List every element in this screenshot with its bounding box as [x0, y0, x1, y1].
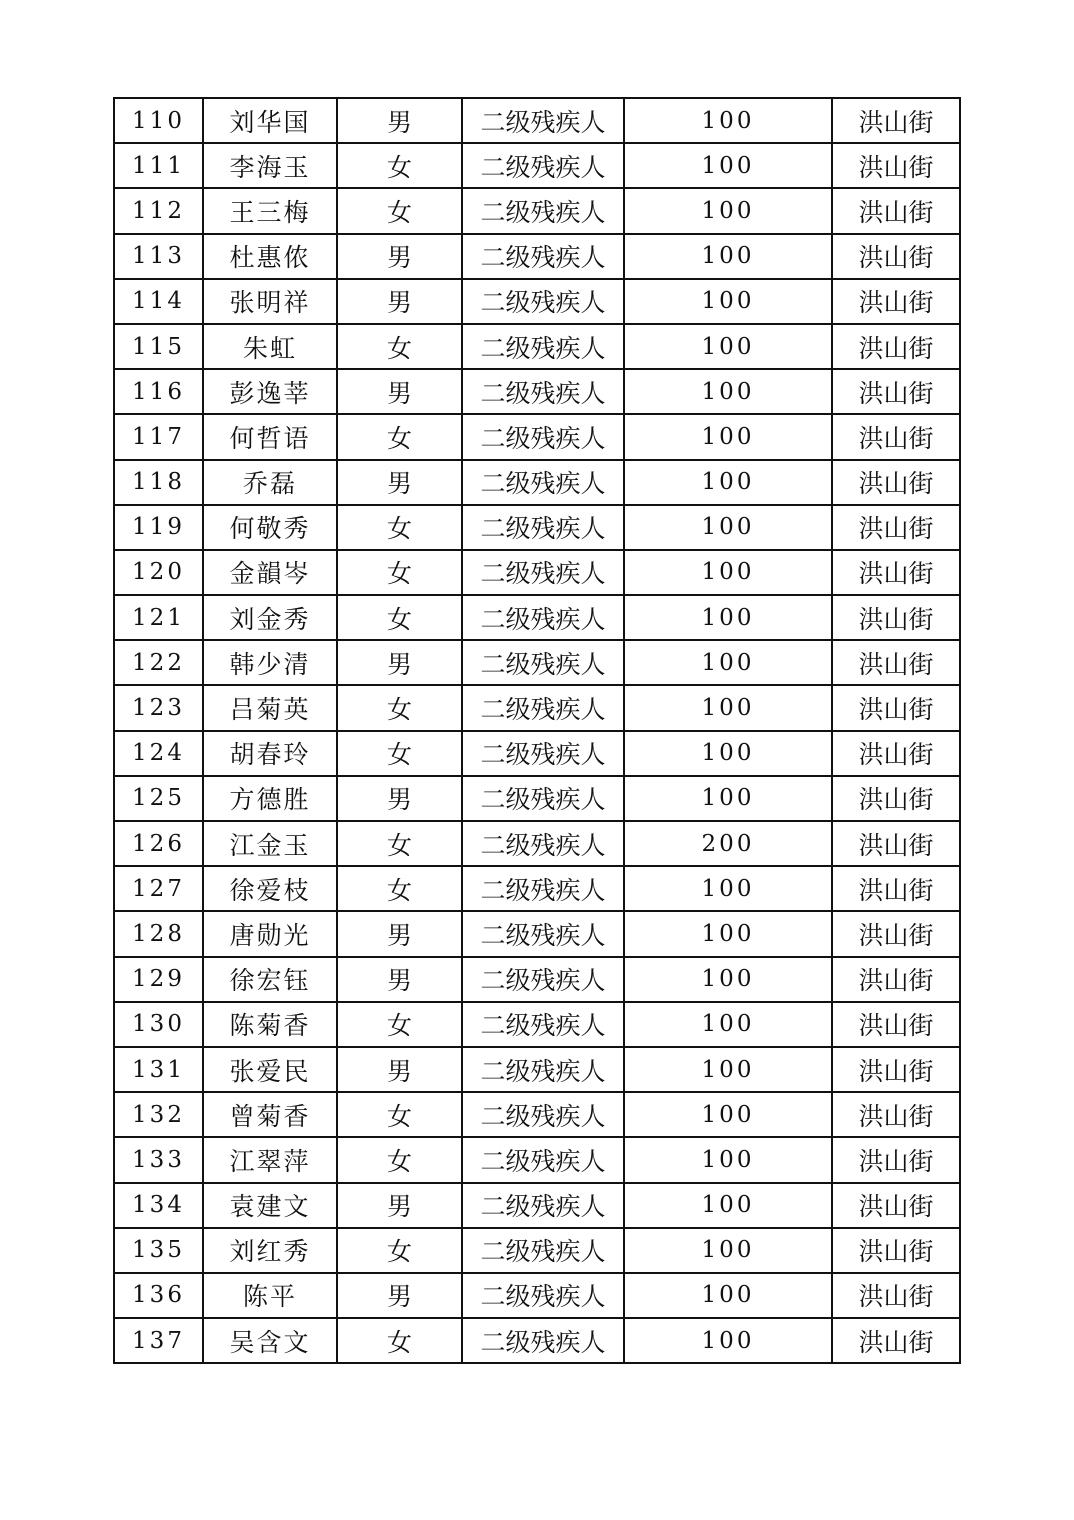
amount: 100 [624, 731, 832, 776]
disability-grade: 二级残疾人 [462, 640, 624, 685]
person-name: 何敬秀 [203, 505, 337, 550]
row-number: 117 [114, 414, 203, 459]
row-number: 127 [114, 866, 203, 911]
table-row [114, 143, 960, 188]
table-row [114, 188, 960, 233]
person-name: 彭逸莘 [203, 369, 337, 414]
street: 洪山街 [832, 279, 960, 324]
gender: 女 [337, 685, 462, 730]
row-number: 111 [114, 143, 203, 188]
row-number: 136 [114, 1273, 203, 1318]
amount: 100 [624, 685, 832, 730]
amount: 100 [624, 1183, 832, 1228]
table-row [114, 957, 960, 1002]
table-row [114, 550, 960, 595]
disability-grade: 二级残疾人 [462, 1228, 624, 1273]
person-name: 方德胜 [203, 776, 337, 821]
person-name: 韩少清 [203, 640, 337, 685]
amount: 100 [624, 550, 832, 595]
amount: 100 [624, 1047, 832, 1092]
disability-grade: 二级残疾人 [462, 685, 624, 730]
amount: 100 [624, 776, 832, 821]
gender: 女 [337, 731, 462, 776]
amount: 100 [624, 324, 832, 369]
gender: 男 [337, 369, 462, 414]
person-name: 王三梅 [203, 188, 337, 233]
disability-grade: 二级残疾人 [462, 1137, 624, 1182]
gender: 男 [337, 1047, 462, 1092]
disability-grade: 二级残疾人 [462, 957, 624, 1002]
amount: 100 [624, 1318, 832, 1363]
disability-grade: 二级残疾人 [462, 143, 624, 188]
amount: 100 [624, 279, 832, 324]
row-number: 119 [114, 505, 203, 550]
gender: 女 [337, 1002, 462, 1047]
row-number: 120 [114, 550, 203, 595]
street: 洪山街 [832, 1228, 960, 1273]
person-name: 吴含文 [203, 1318, 337, 1363]
gender: 女 [337, 550, 462, 595]
table-row [114, 776, 960, 821]
amount: 100 [624, 1273, 832, 1318]
row-number: 128 [114, 911, 203, 956]
table-row [114, 1047, 960, 1092]
street: 洪山街 [832, 1318, 960, 1363]
gender: 女 [337, 866, 462, 911]
gender: 女 [337, 1092, 462, 1137]
disability-grade: 二级残疾人 [462, 505, 624, 550]
table-row [114, 911, 960, 956]
disability-grade: 二级残疾人 [462, 731, 624, 776]
person-name: 何哲语 [203, 414, 337, 459]
person-name: 杜惠侬 [203, 234, 337, 279]
street: 洪山街 [832, 595, 960, 640]
table-row [114, 1137, 960, 1182]
disability-grade: 二级残疾人 [462, 911, 624, 956]
street: 洪山街 [832, 911, 960, 956]
table-row [114, 821, 960, 866]
row-number: 131 [114, 1047, 203, 1092]
person-name: 唐勋光 [203, 911, 337, 956]
street: 洪山街 [832, 505, 960, 550]
person-name: 江金玉 [203, 821, 337, 866]
disability-grade: 二级残疾人 [462, 1047, 624, 1092]
table-row [114, 234, 960, 279]
person-name: 胡春玲 [203, 731, 337, 776]
gender: 男 [337, 234, 462, 279]
amount: 100 [624, 1092, 832, 1137]
disability-grade: 二级残疾人 [462, 460, 624, 505]
person-name: 袁建文 [203, 1183, 337, 1228]
roster-table [113, 97, 961, 1364]
street: 洪山街 [832, 460, 960, 505]
table-row [114, 1318, 960, 1363]
disability-grade: 二级残疾人 [462, 188, 624, 233]
gender: 男 [337, 1183, 462, 1228]
amount: 100 [624, 369, 832, 414]
person-name: 江翠萍 [203, 1137, 337, 1182]
person-name: 金韻岑 [203, 550, 337, 595]
table-row [114, 1183, 960, 1228]
gender: 女 [337, 143, 462, 188]
table-row [114, 279, 960, 324]
disability-grade: 二级残疾人 [462, 98, 624, 143]
amount: 100 [624, 414, 832, 459]
row-number: 114 [114, 279, 203, 324]
person-name: 吕菊英 [203, 685, 337, 730]
gender: 女 [337, 188, 462, 233]
disability-grade: 二级残疾人 [462, 1183, 624, 1228]
disability-grade: 二级残疾人 [462, 369, 624, 414]
table-row [114, 1273, 960, 1318]
street: 洪山街 [832, 731, 960, 776]
row-number: 123 [114, 685, 203, 730]
gender: 女 [337, 505, 462, 550]
street: 洪山街 [832, 1092, 960, 1137]
person-name: 徐宏钰 [203, 957, 337, 1002]
row-number: 135 [114, 1228, 203, 1273]
person-name: 刘华国 [203, 98, 337, 143]
row-number: 133 [114, 1137, 203, 1182]
row-number: 113 [114, 234, 203, 279]
street: 洪山街 [832, 821, 960, 866]
gender: 女 [337, 1228, 462, 1273]
amount: 100 [624, 640, 832, 685]
table-row [114, 866, 960, 911]
row-number: 115 [114, 324, 203, 369]
table-row [114, 640, 960, 685]
row-number: 129 [114, 957, 203, 1002]
street: 洪山街 [832, 1183, 960, 1228]
amount: 100 [624, 595, 832, 640]
person-name: 陈菊香 [203, 1002, 337, 1047]
person-name: 张爱民 [203, 1047, 337, 1092]
amount: 100 [624, 143, 832, 188]
table-row [114, 98, 960, 143]
table-row [114, 369, 960, 414]
disability-grade: 二级残疾人 [462, 595, 624, 640]
table-row [114, 414, 960, 459]
disability-grade: 二级残疾人 [462, 1273, 624, 1318]
street: 洪山街 [832, 685, 960, 730]
person-name: 曾菊香 [203, 1092, 337, 1137]
street: 洪山街 [832, 1273, 960, 1318]
amount: 100 [624, 866, 832, 911]
gender: 女 [337, 821, 462, 866]
disability-grade: 二级残疾人 [462, 324, 624, 369]
row-number: 121 [114, 595, 203, 640]
gender: 男 [337, 279, 462, 324]
disability-grade: 二级残疾人 [462, 414, 624, 459]
street: 洪山街 [832, 957, 960, 1002]
amount: 100 [624, 188, 832, 233]
disability-grade: 二级残疾人 [462, 1092, 624, 1137]
amount: 100 [624, 1228, 832, 1273]
disability-grade: 二级残疾人 [462, 550, 624, 595]
amount: 100 [624, 957, 832, 1002]
table-row [114, 731, 960, 776]
row-number: 125 [114, 776, 203, 821]
row-number: 116 [114, 369, 203, 414]
street: 洪山街 [832, 866, 960, 911]
amount: 100 [624, 234, 832, 279]
person-name: 刘红秀 [203, 1228, 337, 1273]
gender: 女 [337, 1137, 462, 1182]
row-number: 130 [114, 1002, 203, 1047]
amount: 100 [624, 911, 832, 956]
row-number: 110 [114, 98, 203, 143]
street: 洪山街 [832, 776, 960, 821]
person-name: 刘金秀 [203, 595, 337, 640]
amount: 100 [624, 1002, 832, 1047]
row-number: 134 [114, 1183, 203, 1228]
table-row [114, 505, 960, 550]
gender: 女 [337, 324, 462, 369]
street: 洪山街 [832, 234, 960, 279]
amount: 100 [624, 98, 832, 143]
roster-table-body [114, 98, 960, 1363]
gender: 女 [337, 595, 462, 640]
gender: 男 [337, 776, 462, 821]
amount: 100 [624, 505, 832, 550]
street: 洪山街 [832, 550, 960, 595]
disability-grade: 二级残疾人 [462, 279, 624, 324]
person-name: 朱虹 [203, 324, 337, 369]
disability-grade: 二级残疾人 [462, 1002, 624, 1047]
person-name: 李海玉 [203, 143, 337, 188]
street: 洪山街 [832, 324, 960, 369]
person-name: 徐爱枝 [203, 866, 337, 911]
street: 洪山街 [832, 98, 960, 143]
street: 洪山街 [832, 414, 960, 459]
table-row [114, 1228, 960, 1273]
table-row [114, 324, 960, 369]
gender: 男 [337, 460, 462, 505]
disability-grade: 二级残疾人 [462, 1318, 624, 1363]
person-name: 乔磊 [203, 460, 337, 505]
row-number: 132 [114, 1092, 203, 1137]
row-number: 122 [114, 640, 203, 685]
amount: 100 [624, 460, 832, 505]
street: 洪山街 [832, 188, 960, 233]
table-row [114, 460, 960, 505]
street: 洪山街 [832, 143, 960, 188]
person-name: 张明祥 [203, 279, 337, 324]
table-row [114, 595, 960, 640]
amount: 100 [624, 1137, 832, 1182]
gender: 女 [337, 414, 462, 459]
row-number: 137 [114, 1318, 203, 1363]
gender: 男 [337, 640, 462, 685]
disability-grade: 二级残疾人 [462, 776, 624, 821]
disability-grade: 二级残疾人 [462, 234, 624, 279]
gender: 男 [337, 957, 462, 1002]
row-number: 124 [114, 731, 203, 776]
disability-grade: 二级残疾人 [462, 821, 624, 866]
street: 洪山街 [832, 1002, 960, 1047]
amount: 200 [624, 821, 832, 866]
gender: 女 [337, 1318, 462, 1363]
street: 洪山街 [832, 369, 960, 414]
street: 洪山街 [832, 1047, 960, 1092]
row-number: 112 [114, 188, 203, 233]
gender: 男 [337, 1273, 462, 1318]
gender: 男 [337, 98, 462, 143]
street: 洪山街 [832, 1137, 960, 1182]
table-row [114, 1092, 960, 1137]
row-number: 118 [114, 460, 203, 505]
disability-grade: 二级残疾人 [462, 866, 624, 911]
table-row [114, 1002, 960, 1047]
row-number: 126 [114, 821, 203, 866]
person-name: 陈平 [203, 1273, 337, 1318]
street: 洪山街 [832, 640, 960, 685]
table-row [114, 685, 960, 730]
gender: 男 [337, 911, 462, 956]
